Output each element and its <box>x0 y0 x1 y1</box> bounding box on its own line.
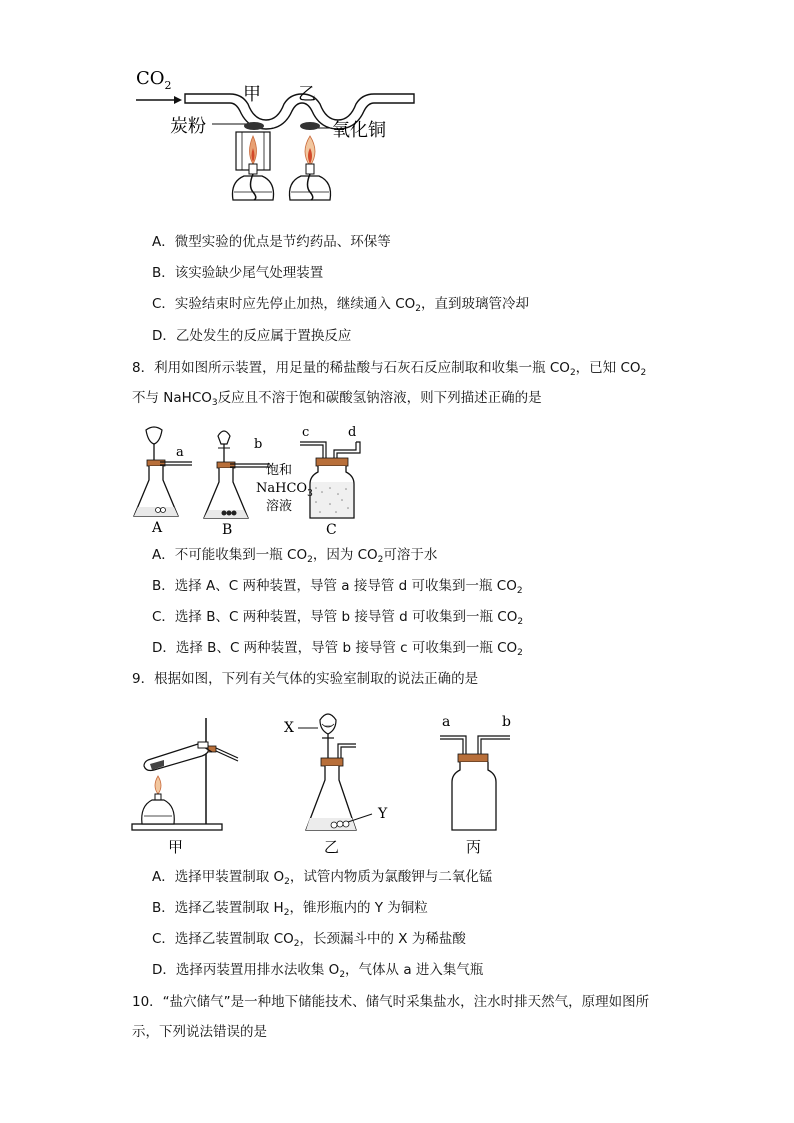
tube-b-label: b <box>254 437 263 452</box>
figure-q9-apparatus <box>128 700 528 860</box>
tube-a-label: a <box>176 445 184 460</box>
q9-stem: 9．根据如图，下列有关气体的实验室制取的说法正确的是 <box>132 671 479 687</box>
label-a-q9: a <box>442 714 451 730</box>
apparatus-jia <box>132 718 238 856</box>
q8-option-a: A．不可能收集到一瓶 $CO_2$，因为 $CO_2$可溶于水 <box>152 547 438 565</box>
figure-q8-apparatus <box>130 422 370 540</box>
q8-stem-line2: 不与 NaHCO$_3$反应且不溶于饱和碳酸氢钠溶液，则下列描述正确的是 <box>132 390 542 408</box>
solution-label-3: 溶液 <box>266 499 293 514</box>
alcohol-lamp-yi <box>289 136 330 200</box>
label-b-q9: b <box>502 714 511 730</box>
q7-option-d: D．乙处发生的反应属于置换反应 <box>152 328 352 344</box>
solution-label-2: NaHCO$_3$ <box>256 481 313 499</box>
q10-stem-line2: 示，下列说法错误的是 <box>132 1024 267 1040</box>
q9-option-b: B．选择乙装置制取 $H_2$，锥形瓶内的 Y 为铜粒 <box>152 900 428 918</box>
tube-c-label: c <box>302 425 310 440</box>
alcohol-lamp-jia <box>232 132 273 200</box>
label-x: X <box>284 720 294 736</box>
q8-option-c: C．选择 B、C 两种装置，导管 b 接导管 d 可收集到一瓶 $CO_2$ <box>152 609 524 627</box>
apparatus-yi <box>284 714 388 856</box>
q7-option-a: A．微型实验的优点是节约药品、环保等 <box>152 234 391 250</box>
carbon-powder <box>244 122 264 130</box>
copper-oxide <box>300 122 320 130</box>
q9-option-c: C．选择乙装置制取 $CO_2$，长颈漏斗中的 X 为稀盐酸 <box>152 931 466 949</box>
q9-option-a: A．选择甲装置制取 $O_2$，试管内物质为氯酸钾与二氧化锰 <box>152 869 493 887</box>
apparatus-a <box>134 427 192 536</box>
label-tanfen: 炭粉 <box>170 116 206 137</box>
label-jia-q9: 甲 <box>168 838 184 856</box>
apparatus-bing <box>440 714 511 856</box>
q7-option-c: C．实验结束时应先停止加热，继续通入 $CO_2$，直到玻璃管冷却 <box>152 296 530 314</box>
q8-stem-line1: 8．利用如图所示装置，用足量的稀盐酸与石灰石反应制取和收集一瓶 $CO_2$，已知 $CO_2$ <box>132 360 647 378</box>
solution-label-1: 饱和 <box>266 463 293 478</box>
label-yanghuatong: 氧化铜 <box>332 120 386 141</box>
label-yi: 乙 <box>298 84 316 105</box>
apparatus-b-label: B <box>222 522 233 538</box>
q10-stem-line1: 10．“盐穴储气”是一种地下储能技术、储气时采集盐水，注水时排天然气，原理如图所 <box>132 994 650 1010</box>
apparatus-c <box>300 425 360 538</box>
q7-option-b: B．该实验缺少尾气处理装置 <box>152 265 324 281</box>
q9-option-d: D．选择丙装置用排水法收集 $O_2$，气体从 a 进入集气瓶 <box>152 962 484 980</box>
label-y: Y <box>378 806 388 822</box>
q8-option-d: D．选择 B、C 两种装置，导管 b 接导管 c 可收集到一瓶 $CO_2$ <box>152 640 523 658</box>
apparatus-a-label: A <box>152 520 163 536</box>
apparatus-c-label: C <box>326 522 337 538</box>
label-yi-q9: 乙 <box>324 838 340 856</box>
label-jia: 甲 <box>243 84 261 105</box>
label-bing-q9: 丙 <box>466 838 482 856</box>
tube-d-label: d <box>348 425 357 440</box>
q8-option-b: B．选择 A、C 两种装置，导管 a 接导管 d 可收集到一瓶 $CO_2$ <box>152 578 523 596</box>
figure-q7-apparatus <box>130 60 430 220</box>
co2-label: $CO_2$ <box>136 68 172 92</box>
